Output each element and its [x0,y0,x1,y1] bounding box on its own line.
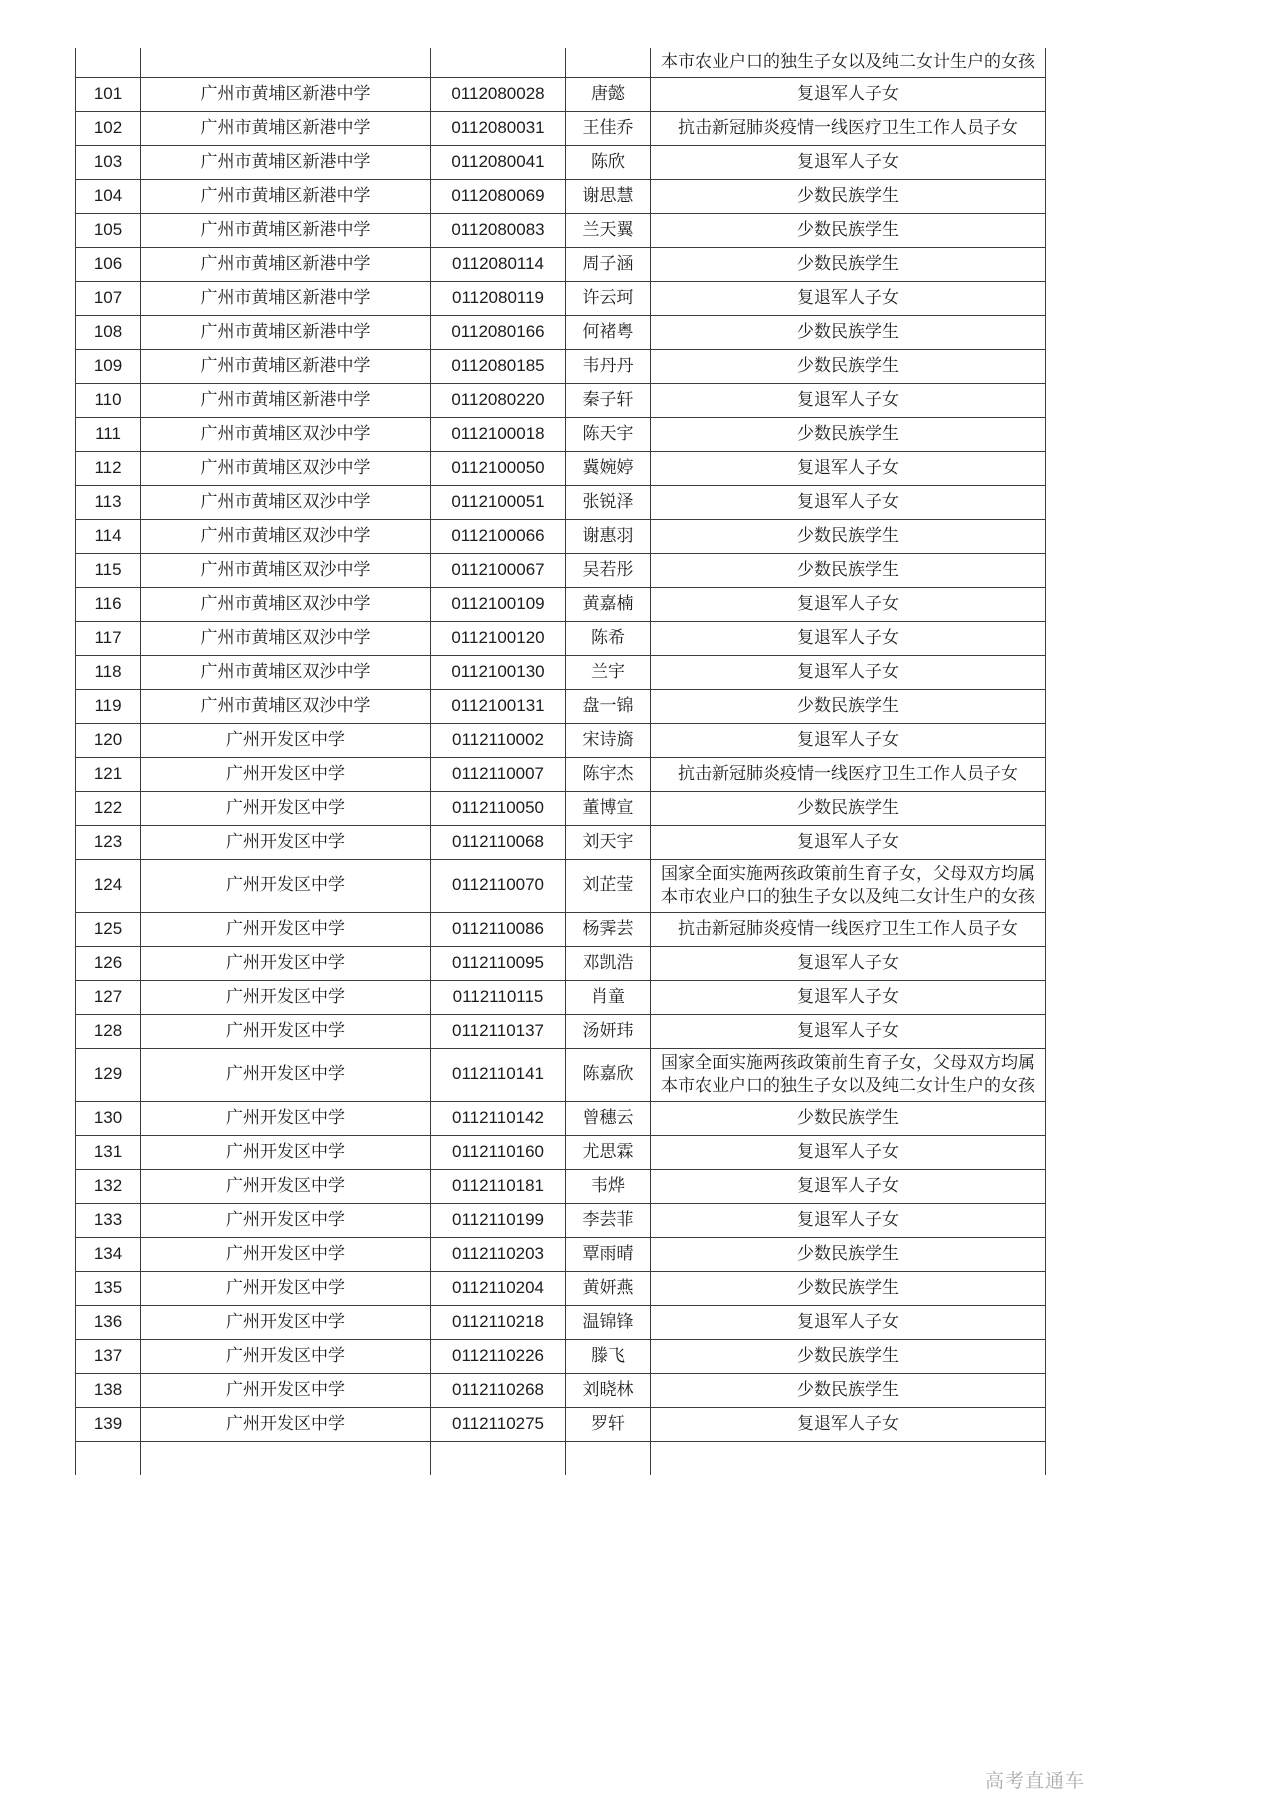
row-number-cell: 125 [76,912,141,946]
school-cell: 广州开发区中学 [141,757,431,791]
school-cell: 广州市黄埔区双沙中学 [141,417,431,451]
table-row [76,1135,1046,1169]
table-row [76,1101,1046,1135]
category-cell: 抗击新冠肺炎疫情一线医疗卫生工作人员子女 [651,912,1046,946]
exam-number-cell: 0112080166 [431,315,566,349]
table-row [76,417,1046,451]
student-name-cell: 杨霁芸 [566,912,651,946]
school-cell: 广州市黄埔区双沙中学 [141,587,431,621]
category-cell: 本市农业户口的独生子女以及纯二女计生户的女孩 [651,48,1046,77]
exam-number-cell: 0112110160 [431,1135,566,1169]
exam-number-cell: 0112100051 [431,485,566,519]
student-name-cell: 汤妍玮 [566,1014,651,1048]
school-cell: 广州开发区中学 [141,723,431,757]
exam-number-cell: 0112110142 [431,1101,566,1135]
row-number-cell: 128 [76,1014,141,1048]
category-cell: 复退军人子女 [651,1407,1046,1441]
school-cell: 广州市黄埔区新港中学 [141,111,431,145]
school-cell: 广州开发区中学 [141,1048,431,1101]
exam-number-cell: 0112110268 [431,1373,566,1407]
student-name-cell: 刘天宇 [566,825,651,859]
exam-number-cell: 0112080031 [431,111,566,145]
row-number-cell [76,48,141,77]
table-row [76,655,1046,689]
category-cell: 复退军人子女 [651,621,1046,655]
exam-number-cell: 0112100050 [431,451,566,485]
table-row [76,912,1046,946]
school-cell: 广州市黄埔区新港中学 [141,349,431,383]
category-cell: 少数民族学生 [651,791,1046,825]
row-number-cell: 120 [76,723,141,757]
table-row [76,859,1046,912]
student-name-cell: 刘芷莹 [566,859,651,912]
row-number-cell: 124 [76,859,141,912]
student-name-cell: 周子涵 [566,247,651,281]
student-name-cell [566,48,651,77]
table-row [76,1237,1046,1271]
school-cell: 广州开发区中学 [141,1407,431,1441]
school-cell: 广州开发区中学 [141,1014,431,1048]
category-cell: 少数民族学生 [651,1237,1046,1271]
school-cell: 广州开发区中学 [141,946,431,980]
exam-number-cell: 0112110203 [431,1237,566,1271]
student-name-cell: 兰天翼 [566,213,651,247]
table-row [76,791,1046,825]
exam-number-cell: 0112080069 [431,179,566,213]
student-name-cell: 兰宇 [566,655,651,689]
student-name-cell: 陈希 [566,621,651,655]
student-name-cell: 滕飞 [566,1339,651,1373]
row-number-cell: 105 [76,213,141,247]
category-cell: 复退军人子女 [651,1169,1046,1203]
category-cell: 复退军人子女 [651,655,1046,689]
row-number-cell [76,1441,141,1475]
student-name-cell: 谢惠羽 [566,519,651,553]
exam-number-cell: 0112100109 [431,587,566,621]
student-name-cell: 黄嘉楠 [566,587,651,621]
school-cell: 广州开发区中学 [141,825,431,859]
student-name-cell: 陈宇杰 [566,757,651,791]
category-cell: 国家全面实施两孩政策前生育子女，父母双方均属本市农业户口的独生子女以及纯二女计生户的女孩 [651,859,1046,912]
exam-number-cell: 0112110218 [431,1305,566,1339]
exam-number-cell: 0112110204 [431,1271,566,1305]
table-row [76,451,1046,485]
category-cell: 抗击新冠肺炎疫情一线医疗卫生工作人员子女 [651,757,1046,791]
category-cell: 复退军人子女 [651,1305,1046,1339]
category-cell [651,1441,1046,1475]
student-name-cell: 邓凯浩 [566,946,651,980]
table-row [76,1271,1046,1305]
table-row [76,553,1046,587]
table-row [76,111,1046,145]
table-row [76,980,1046,1014]
table-row [76,1339,1046,1373]
exam-number-cell: 0112080220 [431,383,566,417]
school-cell: 广州开发区中学 [141,859,431,912]
student-name-cell [566,1441,651,1475]
category-cell: 抗击新冠肺炎疫情一线医疗卫生工作人员子女 [651,111,1046,145]
category-cell: 少数民族学生 [651,349,1046,383]
table-row [76,723,1046,757]
table-row [76,689,1046,723]
category-cell: 复退军人子女 [651,946,1046,980]
student-name-cell: 陈嘉欣 [566,1048,651,1101]
row-number-cell: 104 [76,179,141,213]
row-number-cell: 113 [76,485,141,519]
category-cell: 复退军人子女 [651,825,1046,859]
roster-table-body [76,77,1046,1441]
student-name-cell: 肖童 [566,980,651,1014]
school-cell: 广州市黄埔区新港中学 [141,213,431,247]
row-number-cell: 108 [76,315,141,349]
school-cell: 广州市黄埔区新港中学 [141,383,431,417]
school-cell: 广州市黄埔区新港中学 [141,247,431,281]
category-cell: 复退军人子女 [651,145,1046,179]
exam-number-cell: 0112080114 [431,247,566,281]
row-number-cell: 121 [76,757,141,791]
exam-number-cell: 0112080083 [431,213,566,247]
student-name-cell: 吴若彤 [566,553,651,587]
table-row [76,1407,1046,1441]
table-row [76,145,1046,179]
row-number-cell: 118 [76,655,141,689]
row-number-cell: 112 [76,451,141,485]
school-cell: 广州开发区中学 [141,1305,431,1339]
student-roster-table [75,48,1046,1475]
category-cell: 少数民族学生 [651,213,1046,247]
table-row [76,383,1046,417]
row-number-cell: 117 [76,621,141,655]
exam-number-cell: 0112100130 [431,655,566,689]
category-cell: 复退军人子女 [651,485,1046,519]
exam-number-cell: 0112080185 [431,349,566,383]
watermark: 高考直通车 [985,1771,1086,1792]
table-row [76,179,1046,213]
row-number-cell: 122 [76,791,141,825]
student-name-cell: 董博宣 [566,791,651,825]
exam-number-cell: 0112100018 [431,417,566,451]
table-row [76,621,1046,655]
row-number-cell: 119 [76,689,141,723]
roster-carryover-section [76,48,1046,77]
student-name-cell: 唐懿 [566,77,651,111]
exam-number-cell: 0112100066 [431,519,566,553]
table-row [76,1048,1046,1101]
row-number-cell: 107 [76,281,141,315]
school-cell: 广州开发区中学 [141,912,431,946]
exam-number-cell: 0112080119 [431,281,566,315]
category-cell: 少数民族学生 [651,1373,1046,1407]
student-name-cell: 覃雨晴 [566,1237,651,1271]
row-number-cell: 132 [76,1169,141,1203]
table-row [76,77,1046,111]
school-cell: 广州开发区中学 [141,1339,431,1373]
student-name-cell: 宋诗旖 [566,723,651,757]
category-cell: 少数民族学生 [651,689,1046,723]
table-row [76,1203,1046,1237]
category-cell: 复退军人子女 [651,451,1046,485]
exam-number-cell: 0112110141 [431,1048,566,1101]
row-number-cell: 102 [76,111,141,145]
school-cell: 广州开发区中学 [141,1373,431,1407]
row-number-cell: 126 [76,946,141,980]
row-number-cell: 139 [76,1407,141,1441]
school-cell: 广州市黄埔区双沙中学 [141,655,431,689]
row-number-cell: 137 [76,1339,141,1373]
exam-number-cell: 0112110070 [431,859,566,912]
student-name-cell: 黄妍燕 [566,1271,651,1305]
school-cell: 广州开发区中学 [141,1237,431,1271]
exam-number-cell: 0112110275 [431,1407,566,1441]
school-cell: 广州市黄埔区双沙中学 [141,485,431,519]
student-name-cell: 盘一锦 [566,689,651,723]
table-row [76,247,1046,281]
student-name-cell: 王佳乔 [566,111,651,145]
exam-number-cell: 0112100120 [431,621,566,655]
row-number-cell: 115 [76,553,141,587]
student-name-cell: 陈欣 [566,145,651,179]
exam-number-cell: 0112110086 [431,912,566,946]
student-name-cell: 张锐泽 [566,485,651,519]
category-cell: 复退军人子女 [651,383,1046,417]
roster-next-page-section [76,1441,1046,1475]
table-row [76,1014,1046,1048]
row-number-cell: 130 [76,1101,141,1135]
school-cell [141,48,431,77]
school-cell: 广州市黄埔区双沙中学 [141,689,431,723]
table-row [76,1373,1046,1407]
row-number-cell: 101 [76,77,141,111]
category-cell: 少数民族学生 [651,179,1046,213]
table-row [76,1169,1046,1203]
school-cell: 广州市黄埔区新港中学 [141,281,431,315]
table-row-empty [76,1441,1046,1475]
exam-number-cell: 0112110007 [431,757,566,791]
category-cell: 复退军人子女 [651,1135,1046,1169]
school-cell: 广州市黄埔区新港中学 [141,145,431,179]
exam-number-cell: 0112110181 [431,1169,566,1203]
category-cell: 少数民族学生 [651,315,1046,349]
exam-number-cell: 0112110068 [431,825,566,859]
school-cell: 广州市黄埔区新港中学 [141,77,431,111]
table-row [76,485,1046,519]
category-cell: 少数民族学生 [651,1101,1046,1135]
exam-number-cell: 0112100131 [431,689,566,723]
category-cell: 少数民族学生 [651,1339,1046,1373]
row-number-cell: 109 [76,349,141,383]
school-cell [141,1441,431,1475]
student-name-cell: 韦丹丹 [566,349,651,383]
row-number-cell: 134 [76,1237,141,1271]
row-number-cell: 103 [76,145,141,179]
student-name-cell: 罗轩 [566,1407,651,1441]
table-row-carryover [76,48,1046,77]
table-row [76,946,1046,980]
student-name-cell: 冀婉婷 [566,451,651,485]
exam-number-cell: 0112110199 [431,1203,566,1237]
school-cell: 广州开发区中学 [141,1169,431,1203]
school-cell: 广州市黄埔区新港中学 [141,315,431,349]
row-number-cell: 114 [76,519,141,553]
exam-number-cell: 0112080041 [431,145,566,179]
school-cell: 广州开发区中学 [141,1135,431,1169]
category-cell: 少数民族学生 [651,553,1046,587]
student-name-cell: 何褚粤 [566,315,651,349]
student-name-cell: 曾穗云 [566,1101,651,1135]
student-name-cell: 秦子轩 [566,383,651,417]
table-row [76,213,1046,247]
school-cell: 广州开发区中学 [141,791,431,825]
row-number-cell: 129 [76,1048,141,1101]
row-number-cell: 116 [76,587,141,621]
school-cell: 广州开发区中学 [141,1203,431,1237]
student-name-cell: 尤思霖 [566,1135,651,1169]
exam-number-cell: 0112080028 [431,77,566,111]
school-cell: 广州市黄埔区双沙中学 [141,553,431,587]
row-number-cell: 135 [76,1271,141,1305]
row-number-cell: 136 [76,1305,141,1339]
school-cell: 广州市黄埔区双沙中学 [141,451,431,485]
exam-number-cell: 0112110002 [431,723,566,757]
school-cell: 广州开发区中学 [141,980,431,1014]
student-name-cell: 许云珂 [566,281,651,315]
category-cell: 复退军人子女 [651,1014,1046,1048]
row-number-cell: 127 [76,980,141,1014]
exam-number-cell [431,48,566,77]
exam-number-cell: 0112100067 [431,553,566,587]
category-cell: 少数民族学生 [651,1271,1046,1305]
table-row [76,825,1046,859]
category-cell: 国家全面实施两孩政策前生育子女，父母双方均属本市农业户口的独生子女以及纯二女计生户的女孩 [651,1048,1046,1101]
student-name-cell: 李芸菲 [566,1203,651,1237]
student-name-cell: 韦烨 [566,1169,651,1203]
category-cell: 复退军人子女 [651,587,1046,621]
student-name-cell: 陈天宇 [566,417,651,451]
student-name-cell: 温锦锋 [566,1305,651,1339]
school-cell: 广州开发区中学 [141,1271,431,1305]
row-number-cell: 123 [76,825,141,859]
table-row [76,281,1046,315]
category-cell: 复退军人子女 [651,723,1046,757]
category-cell: 少数民族学生 [651,417,1046,451]
table-row [76,349,1046,383]
row-number-cell: 131 [76,1135,141,1169]
table-row [76,587,1046,621]
row-number-cell: 138 [76,1373,141,1407]
table-row [76,1305,1046,1339]
category-cell: 复退军人子女 [651,1203,1046,1237]
school-cell: 广州市黄埔区双沙中学 [141,519,431,553]
category-cell: 少数民族学生 [651,247,1046,281]
category-cell: 少数民族学生 [651,519,1046,553]
student-name-cell: 谢思慧 [566,179,651,213]
table-row [76,519,1046,553]
exam-number-cell: 0112110115 [431,980,566,1014]
row-number-cell: 110 [76,383,141,417]
exam-number-cell: 0112110095 [431,946,566,980]
exam-number-cell: 0112110226 [431,1339,566,1373]
row-number-cell: 111 [76,417,141,451]
exam-number-cell [431,1441,566,1475]
table-row [76,757,1046,791]
category-cell: 复退军人子女 [651,281,1046,315]
row-number-cell: 133 [76,1203,141,1237]
table-row [76,315,1046,349]
school-cell: 广州市黄埔区新港中学 [141,179,431,213]
row-number-cell: 106 [76,247,141,281]
school-cell: 广州开发区中学 [141,1101,431,1135]
school-cell: 广州市黄埔区双沙中学 [141,621,431,655]
student-name-cell: 刘晓林 [566,1373,651,1407]
category-cell: 复退军人子女 [651,980,1046,1014]
exam-number-cell: 0112110050 [431,791,566,825]
category-cell: 复退军人子女 [651,77,1046,111]
exam-number-cell: 0112110137 [431,1014,566,1048]
